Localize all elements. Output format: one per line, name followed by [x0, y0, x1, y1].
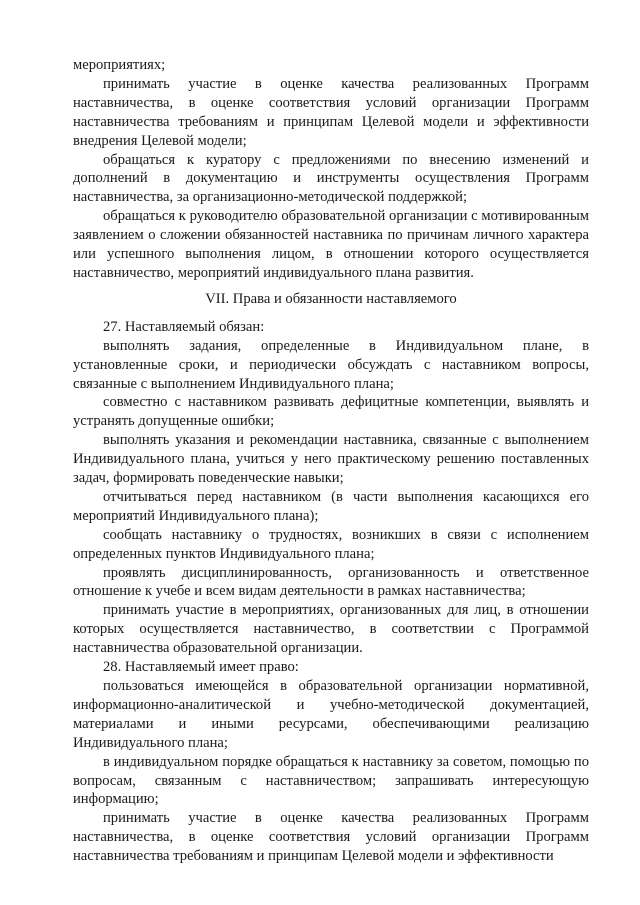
paragraph: пользоваться имеющейся в образовательной организации нормативной, информационно-аналитической и учебно-методической документацией, материалами и иными ресурсами, обеспечивающими реализацию Индивидуального плана;: [73, 678, 589, 751]
paragraph: принимать участие в оценке качества реализованных Программ наставничества, в оценке соответствия условий организации Программ наставничества требованиям и принципам Целевой модели и эффективности внедрения Целевой модели;: [73, 75, 589, 149]
paragraph: совместно с наставником развивать дефицитные компетенции, выявлять и устранять допущенные ошибки;: [73, 394, 589, 430]
paragraph: проявлять дисциплинированность, организованность и ответственное отношение к учебе и всем видам деятельности в рамках наставничества;: [73, 564, 589, 600]
clause-heading: 28. Наставляемый имеет право:: [103, 659, 299, 676]
paragraph: обращаться к руководителю образовательной организации с мотивированным заявлением о сложении обязанностей наставника по причинам личного характера или успешного выполнения лицом, в отношении которого осуществляется наставничество, мероприятий индивидуального плана развития.: [73, 208, 589, 281]
paragraph: выполнять задания, определенные в Индивидуальном плане, в установленные сроки, и периодически обсуждать с наставником вопросы, связанные с выполнением Индивидуального плана;: [73, 337, 589, 392]
paragraph: в индивидуальном порядке обращаться к наставнику за советом, помощью по вопросам, связанным с наставничеством; запрашивать интересующую информацию;: [73, 753, 589, 808]
clause-heading: 27. Наставляемый обязан:: [103, 318, 265, 335]
section-heading: VII. Права и обязанности наставляемого: [205, 290, 457, 307]
paragraph: принимать участие в мероприятиях, организованных для лиц, в отношении которых осуществляется наставничество, в соответствии с Программой наставничества образовательной организации.: [73, 602, 589, 657]
paragraph: мероприятиях;: [73, 57, 166, 73]
paragraph: сообщать наставнику о трудностях, возникших в связи с исполнением определенных пунктов Индивидуального плана;: [73, 526, 589, 562]
paragraph: отчитываться перед наставником (в части выполнения касающихся его мероприятий Индивидуального плана);: [73, 488, 589, 524]
paragraph: обращаться к куратору с предложениями по внесению изменений и дополнений в документацию и инструменты осуществления Программ наставничества, за организационно-методической поддержкой;: [73, 151, 589, 206]
paragraph: выполнять указания и рекомендации наставника, связанные с выполнением Индивидуального плана, учиться у него практическому решению поставленных задач, формировать поведенческие навыки;: [73, 432, 589, 487]
document-page: [73, 56, 589, 866]
paragraph: принимать участие в оценке качества реализованных Программ наставничества, в оценке соответствия условий организации Программ наставничества требованиям и принципам Целевой модели и эффективности: [73, 810, 589, 865]
